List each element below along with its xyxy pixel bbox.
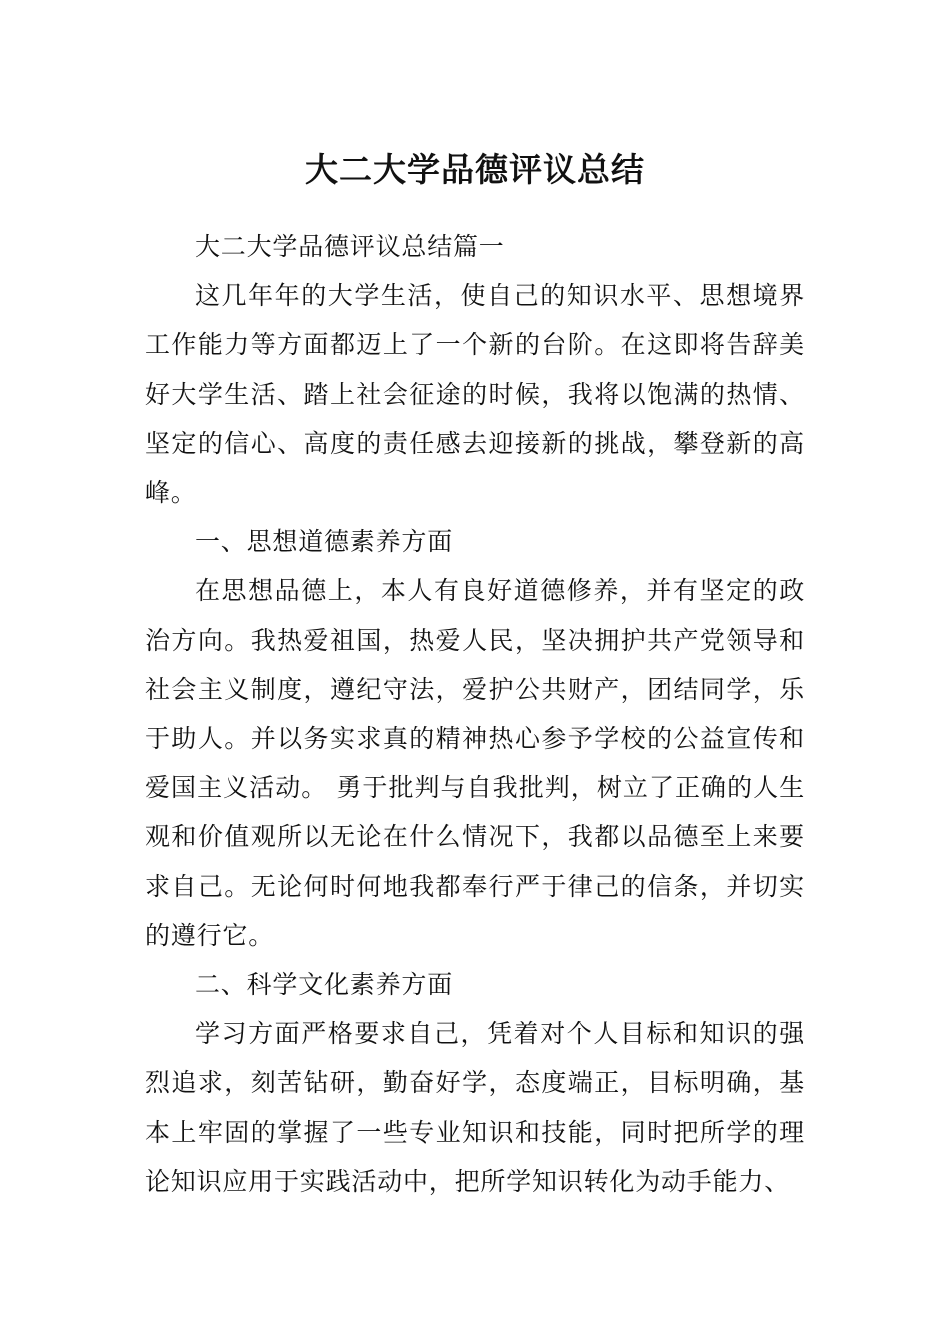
moral-paragraph: 在思想品德上，本人有良好道德修养，并有坚定的政治方向。我热爱祖国，热爱人民，坚决拥护共产党领导和社会主义制度，遵纪守法，爱护公共财产，团结同学，乐于助人。并以务实求真的精神热心参予学校的公益宣传和爱国主义活动。 勇于批判与自我批判，树立了正确的人生观和价值观所以无论在什么情况下，我都以品德至上来要求自己。无论何时何地我都奉行严于律己的信条，并切实的遵行它。: [145, 576, 805, 950]
intro-paragraph: 这几年年的大学生活，使自己的知识水平、思想境界工作能力等方面都迈上了一个新的台阶。在这即将告辞美好大学生活、踏上社会征途的时候，我将以饱满的热情、坚定的信心、高度的责任感去迎接新的挑战，攀登新的高峰。: [145, 281, 805, 508]
culture-paragraph: 学习方面严格要求自己，凭着对个人目标和知识的强烈追求，刻苦钻研，勤奋好学，态度端正，目标明确，基本上牢固的掌握了一些专业知识和技能，同时把所学的理论知识应用于实践活动中，把所学知识转化为动手能力、: [145, 1019, 805, 1196]
document-title: 大二大学品德评议总结: [305, 150, 645, 190]
section-heading-moral: 一、思想道德素养方面: [195, 527, 454, 557]
section-heading-part-one: 大二大学品德评议总结篇一: [195, 232, 505, 261]
section-heading-culture: 二、科学文化素养方面: [195, 970, 454, 1000]
document-body: [145, 222, 805, 1206]
